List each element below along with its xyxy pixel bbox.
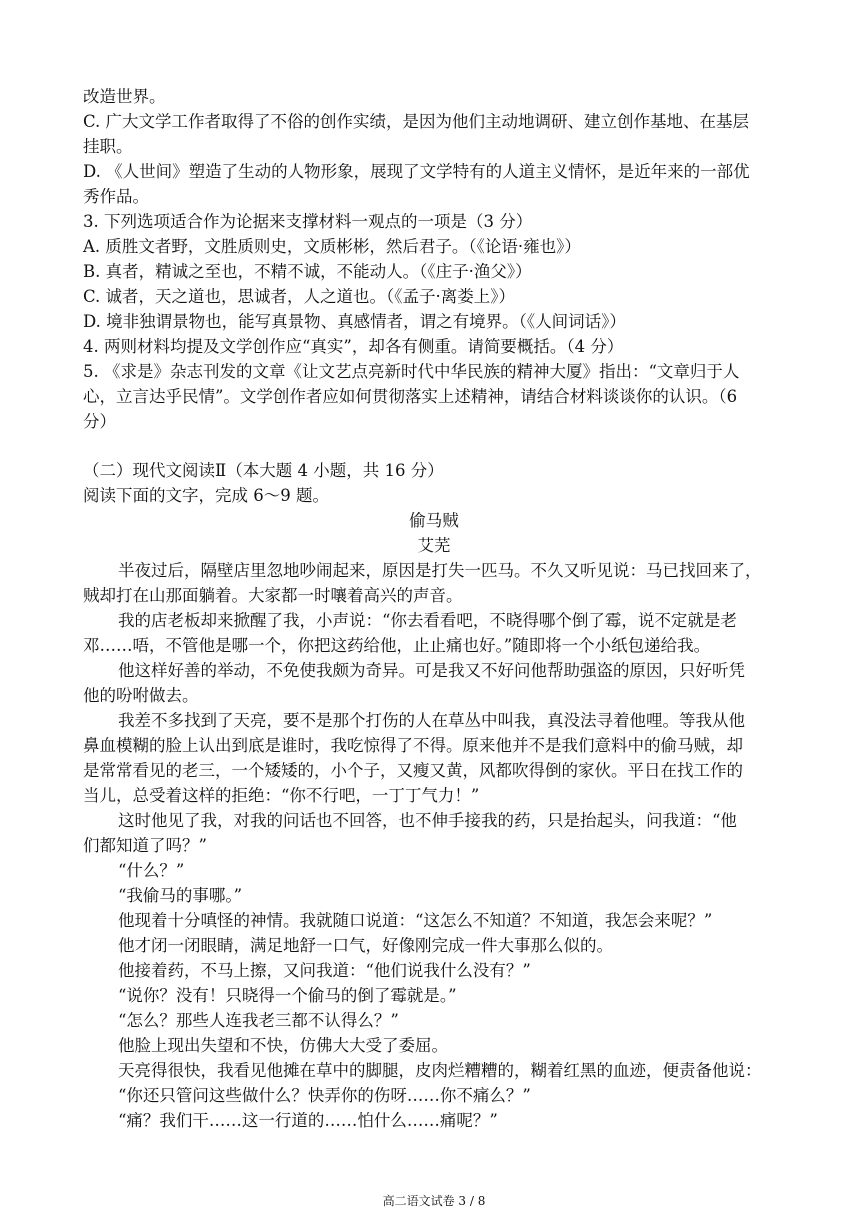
story-author: 艾芜 [417, 536, 451, 555]
story-line: “你还只管问这些做什么？快弄你的伤呀……你不痛么？” [118, 1086, 531, 1105]
story-line: 我的店老板却来掀醒了我，小声说：“你去看看吧，不晓得哪个倒了霉，说不定就是老 [118, 611, 737, 630]
question-3: 3. 下列选项适合作为论据来支撑材料一观点的一项是（3 分） [83, 212, 533, 231]
question-3-option-a: A. 质胜文者野，文胜质则史，文质彬彬，然后君子。（《论语·雍也》） [83, 237, 581, 256]
question-5-cont: 心，立言达乎民情”。文学创作者应如何贯彻落实上述精神，请结合材料谈谈你的认识。（6 [83, 387, 738, 406]
story-line: 半夜过后，隔壁店里忽地吵闹起来，原因是打失一匹马。不久又听见说：马已找回来了， [118, 561, 762, 580]
story-line: 他接着药，不马上擦，又问我道：“他们说我什么没有？” [118, 961, 531, 980]
story-line: “怎么？那些人连我老三都不认得么？” [118, 1011, 399, 1030]
question-3-option-b: B. 真者，精诚之至也，不精不诚，不能动人。（《庄子·渔父》） [83, 262, 532, 281]
option-d-line: D. 《人世间》塑造了生动的人物形象，展现了文学特有的人道主义情怀，是近年来的一部优 [83, 162, 750, 181]
question-5: 5. 《求是》杂志刊发的文章《让文艺点亮新时代中华民族的精神大厦》指出：“文章归于人 [83, 362, 740, 381]
question-5-cont: 分） [83, 412, 116, 431]
story-line: 邓……唔，不管他是哪一个，你把这药给他，止止痛也好。”随即将一个小纸包递给我。 [83, 636, 711, 655]
text-line: 秀作品。 [83, 187, 149, 206]
story-line: 天亮得很快，我看见他摊在草中的脚腿，皮肉烂糟糟的，糊着红黑的血迹，便责备他说： [118, 1061, 762, 1080]
story-line: 贼却打在山那面躺着。大家都一时嚷着高兴的声音。 [83, 586, 463, 605]
text-line: 改造世界。 [83, 87, 166, 106]
story-line: 鼻血模糊的脸上认出到底是谁时，我吃惊得了不得。原来他并不是我们意料中的偷马贼，却 [83, 736, 743, 755]
story-line: 他的吩咐做去。 [83, 686, 199, 705]
question-3-option-c: C. 诚者，天之道也，思诚者，人之道也。（《孟子·离娄上》） [83, 287, 516, 306]
option-c-line: C. 广大文学工作者取得了不俗的创作实绩，是因为他们主动地调研、建立创作基地、在基层 [83, 112, 750, 131]
story-line: “说你？没有！只晓得一个偷马的倒了霉就是。” [118, 986, 457, 1005]
story-line: 是常常看见的老三，一个矮矮的，小个子，又瘦又黄，风都吹得倒的家伙。平日在找工作的 [83, 761, 743, 780]
story-line: 他现着十分嗔怪的神情。我就随口说道：“这怎么不知道？不知道，我怎会来呢？” [118, 911, 713, 930]
text-line: 挂职。 [83, 137, 133, 156]
story-line: 我差不多找到了天亮，要不是那个打伤的人在草丛中叫我，真没法寻着他哩。等我从他 [118, 711, 745, 730]
question-3-option-d: D. 境非独谓景物也，能写真景物、真感情者，谓之有境界。（《人间词话》） [83, 312, 626, 331]
page-footer: 高二语文试卷 3 / 8 [382, 1194, 486, 1208]
section-instruction: 阅读下面的文字，完成 6～9 题。 [83, 486, 329, 505]
story-line: 他脸上现出失望和不快，仿佛大大受了委屈。 [118, 1036, 448, 1055]
story-line: 这时他见了我，对我的问话也不回答，也不伸手接我的药，只是抬起头，问我道：“他 [118, 811, 737, 830]
story-line: 当儿，总受着这样的拒绝：“你不行吧，一丁丁气力！” [83, 786, 480, 805]
story-line: 们都知道了吗？” [83, 836, 207, 855]
story-line: “什么？” [118, 861, 185, 880]
story-line: 他这样好善的举动，不免使我颇为奇异。可是我又不好问他帮助强盗的原因，只好听凭 [118, 661, 745, 680]
question-4: 4. 两则材料均提及文学创作应“真实”，却各有侧重。请简要概括。（4 分） [83, 337, 624, 356]
story-title: 偷马贼 [409, 511, 459, 530]
story-line: “我偷马的事哪。” [118, 886, 243, 905]
story-line: “痛？我们干……这一行道的……怕什么……痛呢？” [118, 1111, 498, 1130]
section-heading: （二）现代文阅读Ⅱ（本大题 4 小题，共 16 分） [83, 461, 444, 480]
story-line: 他才闭一闭眼睛，满足地舒一口气，好像刚完成一件大事那么似的。 [118, 936, 613, 955]
